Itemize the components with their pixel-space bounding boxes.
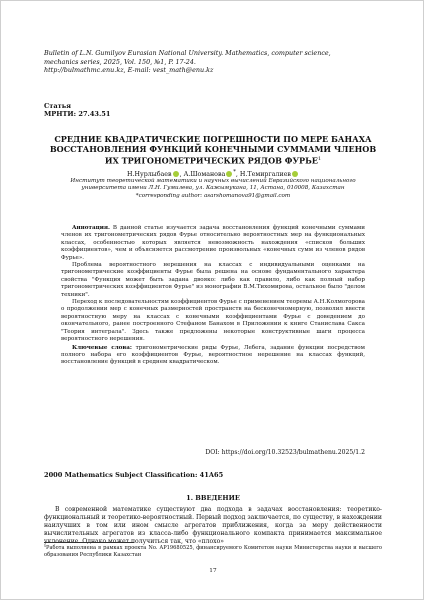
orcid-icon[interactable] [226, 171, 232, 177]
footnote-divider [44, 542, 134, 543]
abstract-paragraph-2: Проблема вероятностного нерешения на классах с индивидуальными оценками на тригонометрические коэффициенты Фурье была решена на основе фундаментального характера свойства "Функция может быть задана двояко: либо как правило, либо как полный набор тригонометрических коэффициентов Фурье" из монографии В.М.Тихомирова, остальное было "делом техники". [61, 262, 365, 298]
journal-contact-line: http://bulmathmc.enu.kz, E-mail: vest_math@enu.kz [44, 66, 214, 74]
article-type-label: Статья [44, 102, 72, 110]
abstract-label: Аннотация. [72, 225, 110, 231]
abstract-text: В данной статье изучается задача восстановления функций конечными суммами членов их тригонометрических рядов Фурье относительно вероятностных мер на функциональных классах, особенностью которых является невозможность нахождения «списков больших коэффициентов», чем и объясняется рассмотрение произвольных «конечных сумм из членов рядов Фурье». [61, 225, 366, 261]
abstract-paragraph-3: Переход к последовательностям коэффициентов Фурье с применением теоремы А.Н.Колмогорова о продолжении мер с конечных размерностей пространств на бесконечномерную, позволил ввести вероятностную меру на классах с конечными коэффициентами Фурье с доведением до окончательного, ранее построенного Стефаном Банахом в Приложении к книге Станислава Сакса "Теория интеграла". Здесь также предложены некоторые конструктивные шаги процесса вероятностного нерешения. [61, 299, 365, 343]
journal-line-1: Bulletin of L.N. Gumilyov Eurasian National University. Mathematics, computer science, [44, 49, 331, 57]
keywords [61, 345, 365, 367]
msc-classification: 2000 Mathematics Subject Classification: 41A65 [44, 471, 224, 479]
mrnti-code: МРНТИ: 27.43.51 [44, 110, 111, 118]
affiliation-line-2: университета имени Л.Н. Гумилева, ул. Кажымукана, 11, Астана, 010008, Казахстан [81, 185, 345, 192]
introduction-text [44, 506, 382, 546]
keywords-text: тригонометрические ряды Фурье, Лебега, задание функции посредством полного набора его коэффициентов Фурье, вероятностное нерешение на классах функций, восстановление функций в среднем квадратическом. [61, 344, 365, 366]
affiliation-line-1: Институт теоретической математики и научных вычислений Евразийского национального [70, 178, 356, 184]
keywords-label: Ключевые слова: [72, 344, 132, 351]
intro-paragraph: В современной математике существуют два подхода в задачах восстановления: теоретико-функциональный и теоретико-вероятностный. Первый подход заключается, по существу, в нахождении наилучших в том или ином смысле агрегатов приближения, когда за меру действенности вычислительных агрегатов из класса-либо функционального компакта принимается максимальное уклонение. Однако может получиться так, что «плохо» [44, 506, 382, 545]
paper-title-text: СРЕДНИЕ КВАДРАТИЧЕСКИЕ ПОГРЕШНОСТИ ПО МЕРЕ БАНАХА ВОССТАНОВЛЕНИЯ ФУНКЦИЙ КОНЕЧНЫМИ СУММАМИ ЧЛЕНОВ ИХ ТРИГОНОМЕТРИЧЕСКИХ РЯДОВ ФУРЬЕ [49, 134, 377, 166]
corresponding-author-mark: * [233, 169, 236, 175]
corresponding-author-email: *corresponding author: asarshomanova91@gmail.com [135, 192, 291, 199]
title-footnote-mark: 1 [317, 156, 322, 162]
section-heading: 1. ВВЕДЕНИЕ [186, 494, 240, 502]
author-list: Н.Нурлыбаев , А.Шоманова *, Н.Темиргалиев [44, 168, 382, 179]
paper-title [44, 134, 382, 166]
journal-line-2: mechanics series, 2025, Vol. 150, №1, P. 17-24. [44, 57, 196, 66]
orcid-icon[interactable] [173, 171, 179, 177]
abstract [61, 225, 365, 367]
journal-header [44, 49, 384, 75]
page-number: 17 [209, 568, 217, 574]
author-name: А.Шоманова [183, 171, 226, 179]
author-name: Н.Темиргалиев [239, 171, 291, 179]
affiliation [61, 178, 365, 200]
doi-link[interactable]: DOI: https://doi.org/10.32523/bulmathenu.2025/1.2 [205, 449, 365, 456]
author-name: Н.Нурлыбаев [127, 171, 172, 179]
orcid-icon[interactable] [292, 171, 298, 177]
footnote: ¹Работа выполнена в рамках проекта No. AP19680525, финансируемого Комитетом науки Министерства науки и высшего образования Республики Казахстан [44, 545, 382, 558]
abstract-paragraph-1 [61, 225, 365, 262]
